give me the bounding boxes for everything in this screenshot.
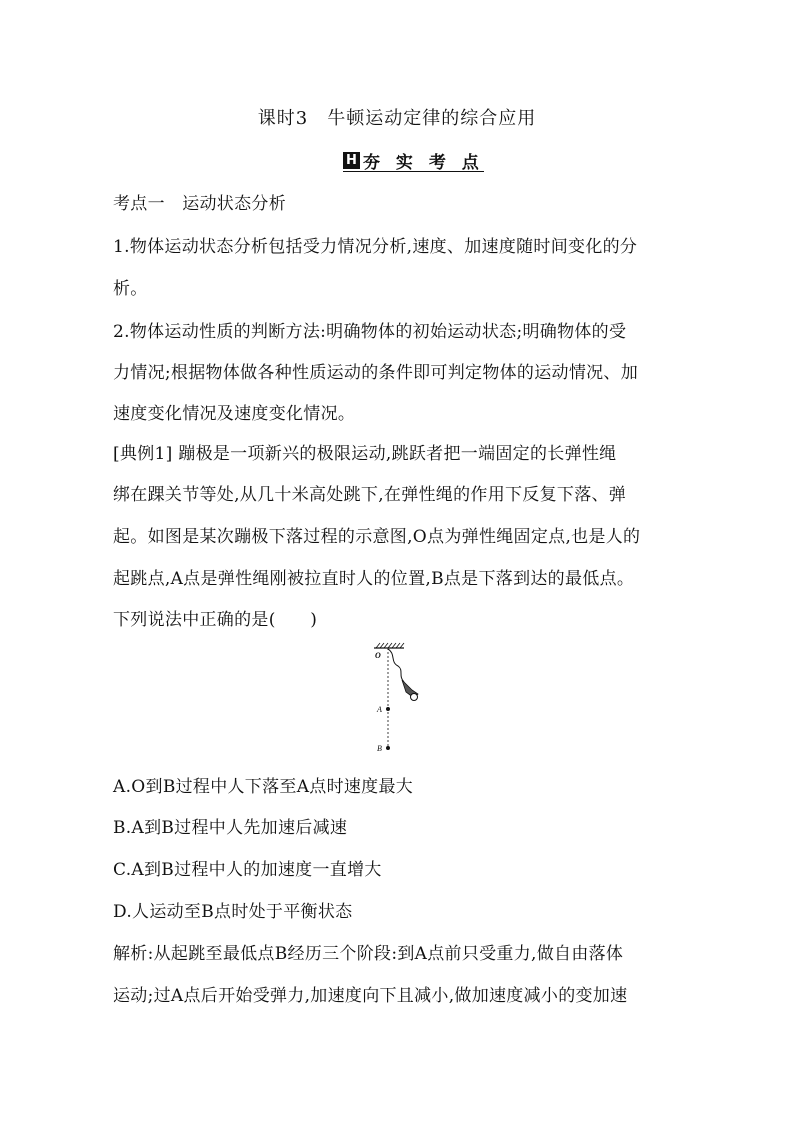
label-b: B (377, 744, 382, 753)
section-h-icon: H (343, 152, 360, 169)
body-line: 析。 (113, 279, 148, 299)
topic-heading: 考点一 运动状态分析 (113, 194, 286, 214)
example-line: 起跳点,A点是弹性绳刚被拉直时人的位置,B点是下落到达的最低点。 (113, 569, 635, 589)
option-a: A.O到B过程中人下落至A点时速度最大 (113, 777, 414, 797)
page-title: 课时3 牛顿运动定律的综合应用 (257, 108, 537, 129)
analysis-line: 运动;过A点后开始受弹力,加速度向下且减小,做加速度减小的变加速 (113, 986, 628, 1006)
question-line: 下列说法中正确的是( ) (113, 610, 318, 630)
section-badge (343, 149, 484, 172)
label-a: A (377, 705, 382, 714)
bungee-diagram (368, 642, 428, 757)
example-line: 绑在踝关节等处,从几十米高处跳下,在弹性绳的作用下反复下落、弹 (113, 485, 627, 505)
example-line: [典例1] 蹦极是一项新兴的极限运动,跳跃者把一端固定的长弹性绳 (113, 444, 617, 464)
example-line: 起。如图是某次蹦极下落过程的示意图,O点为弹性绳固定点,也是人的 (113, 527, 641, 547)
analysis-line: 解析:从起跳至最低点B经历三个阶段:到A点前只受重力,做自由落体 (113, 944, 624, 964)
body-line: 2.物体运动性质的判断方法:明确物体的初始运动状态;明确物体的受 (113, 322, 627, 342)
option-d: D.人运动至B点时处于平衡状态 (113, 902, 353, 922)
body-line: 速度变化情况及速度变化情况。 (113, 404, 356, 424)
body-line: 1.物体运动状态分析包括受力情况分析,速度、加速度随时间变化的分 (113, 237, 638, 257)
body-line: 力情况;根据物体做各种性质运动的条件即可判定物体的运动情况、加 (113, 363, 639, 383)
section-label: 夯 实 考 点 (363, 152, 484, 173)
option-c: C.A到B过程中人的加速度一直增大 (113, 860, 382, 880)
label-o: O (375, 651, 381, 660)
option-b: B.A到B过程中人先加速后减速 (113, 818, 348, 838)
